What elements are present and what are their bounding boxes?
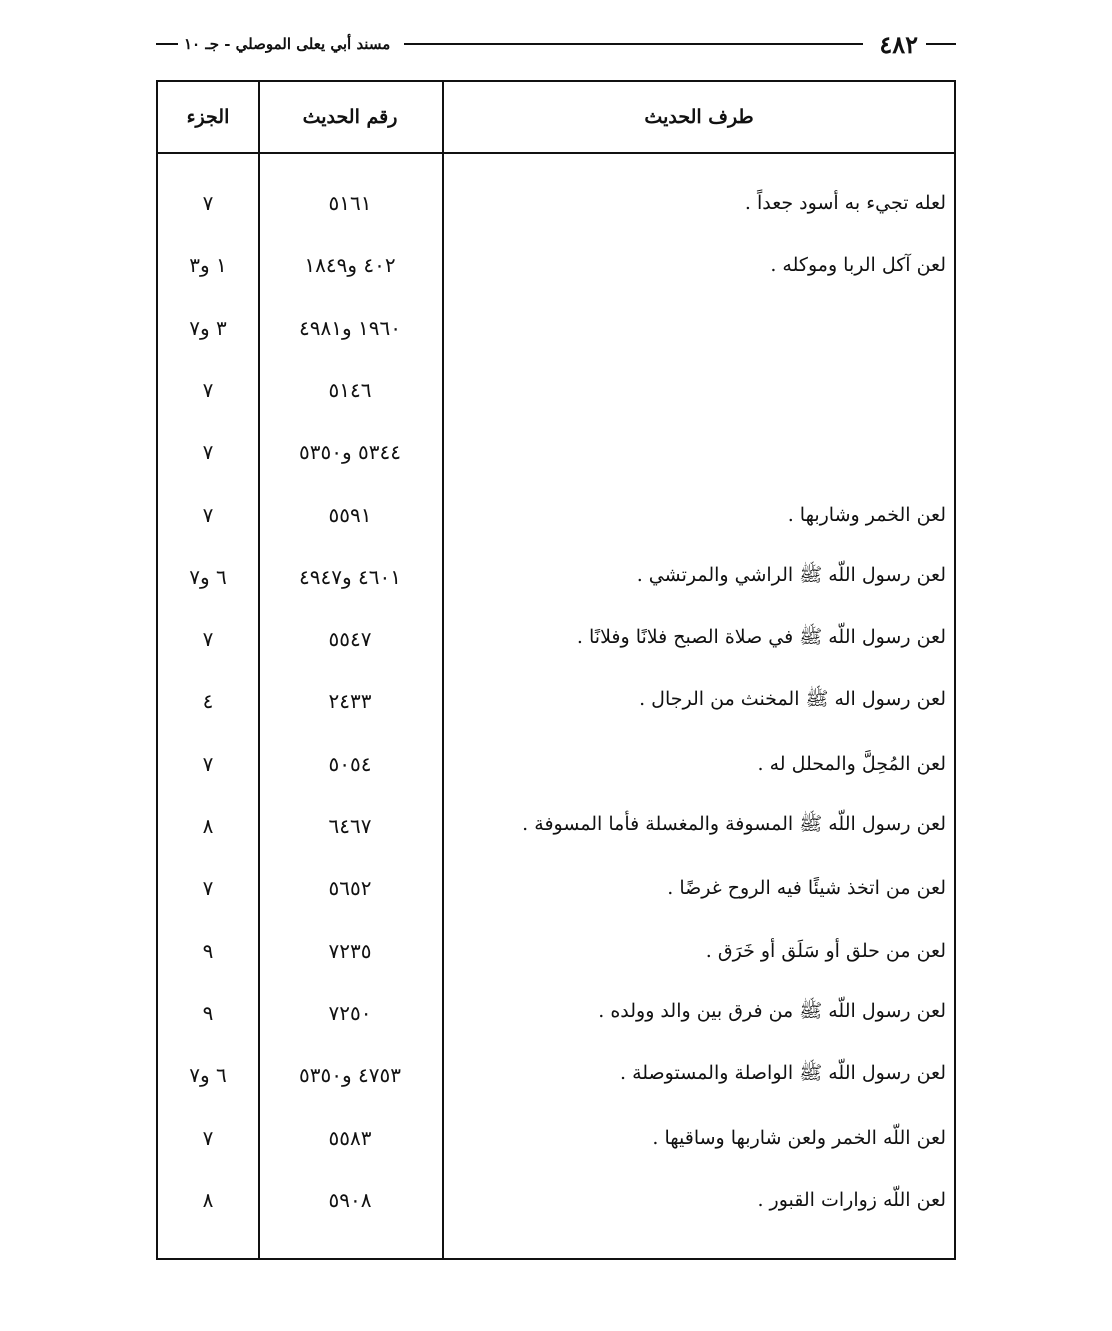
cell-juz: ٩ (202, 1000, 214, 1025)
cell-tarf: لعن من حلق أو سَلَق أو خَرَق . (705, 939, 946, 962)
cell-number: ٤٦٠١ و٤٩٤٧ (299, 564, 401, 589)
table-row (158, 982, 954, 1044)
cell-tarf: لعن من اتخذ شيئًا فيه الروح غرضًا . (667, 877, 946, 900)
cell-juz: ٨ (202, 814, 214, 838)
cell-juz: ٣ و٧ (189, 315, 227, 340)
cell-number: ٥٦٥٢ (328, 876, 372, 901)
table-row (158, 795, 954, 857)
table-row (158, 733, 954, 795)
table-row (158, 421, 954, 483)
cell-number: ٤٠٢ و١٨٤٩ (304, 253, 396, 278)
table-row (158, 1107, 954, 1169)
cell-juz: ٩ (202, 938, 214, 963)
cell-number: ٥٥٨٣ (328, 1125, 372, 1150)
table-row (158, 920, 954, 982)
table-row (158, 359, 954, 421)
cell-tarf: لعن رسول اللّه ﷺ الواصلة والمستوصلة . (619, 1062, 946, 1085)
cell-juz: ٦ و٧ (189, 564, 227, 589)
cell-juz: ٧ (202, 627, 214, 652)
table-row (158, 546, 954, 608)
running-header (156, 26, 956, 62)
cell-juz: ٨ (202, 1187, 214, 1212)
table-row (158, 1169, 954, 1231)
page-number: ٤٨٢ (879, 29, 918, 59)
cell-number: ٦٤٦٧ (328, 814, 372, 838)
table-row (158, 670, 954, 732)
cell-number: ٥٠٥٤ (328, 751, 372, 776)
table-row (158, 1044, 954, 1106)
cell-tarf (442, 297, 946, 359)
cell-tarf: لعن رسول اللّه ﷺ المسوفة والمغسلة فأما المسوفة . (522, 813, 946, 835)
header-divider (158, 152, 954, 154)
cell-juz: ٤ (202, 689, 214, 714)
table-row (158, 608, 954, 670)
cell-number: ٥٥٩١ (328, 502, 372, 527)
cell-tarf: لعن رسول اله ﷺ المخنث من الرجال . (639, 688, 946, 711)
cell-juz: ٧ (202, 191, 214, 215)
cell-number: ٥٩٠٨ (328, 1187, 372, 1212)
cell-juz: ٧ (202, 751, 214, 776)
table-row (158, 172, 954, 234)
cell-number: ٥٣٤٤ و٥٣٥٠ (299, 440, 401, 465)
cell-juz: ١ و٣ (189, 253, 227, 278)
cell-tarf: لعله تجيء به أسود جعداً . (744, 192, 946, 214)
cell-juz: ٦ و٧ (189, 1063, 227, 1088)
cell-tarf: لعن اللّه زوارات القبور . (757, 1188, 946, 1211)
cell-number: ٧٢٥٠ (328, 1000, 372, 1025)
cell-juz: ٧ (202, 876, 214, 901)
cell-tarf: لعن الخمر وشاربها . (787, 503, 946, 526)
cell-juz: ٧ (202, 377, 214, 402)
cell-tarf: لعن آكل الربا وموكله . (770, 254, 946, 277)
table-row (158, 234, 954, 296)
header-rule (404, 43, 863, 45)
column-header-juz: الجزء (186, 106, 230, 128)
hadith-index-table (156, 80, 956, 1260)
cell-number: ٢٤٣٣ (328, 689, 372, 714)
column-header-tarf: طرف الحديث (644, 106, 754, 128)
cell-tarf: لعن المُحِلَّ والمحلل له . (757, 752, 946, 775)
cell-tarf: لعن رسول اللّه ﷺ في صلاة الصبح فلانًا وفلانًا . (576, 626, 946, 649)
cell-number: ٥١٦١ (328, 191, 372, 215)
table-row (158, 484, 954, 546)
column-header-number: رقم الحديث (302, 106, 398, 128)
cell-number: ٥١٤٦ (328, 377, 372, 402)
table-row (158, 297, 954, 359)
cell-tarf: لعن رسول اللّه ﷺ الراشي والمرتشي . (636, 563, 946, 586)
cell-number: ٤٧٥٣ و٥٣٥٠ (299, 1063, 401, 1088)
cell-tarf: لعن اللّه الخمر ولعن شاربها وساقيها . (652, 1126, 946, 1149)
cell-tarf (442, 359, 946, 421)
table-row (158, 857, 954, 919)
cell-juz: ٧ (202, 502, 214, 527)
book-title: مسند أبي يعلى الموصلي - جـ ١٠ (184, 35, 391, 53)
cell-juz: ٧ (202, 440, 214, 465)
cell-number: ١٩٦٠ و٤٩٨١ (299, 315, 401, 340)
cell-tarf: لعن رسول اللّه ﷺ من فرق بين والد وولده . (598, 999, 946, 1022)
cell-tarf (442, 421, 946, 483)
header-dash-end (156, 43, 178, 45)
cell-number: ٧٢٣٥ (328, 938, 372, 963)
cell-number: ٥٥٤٧ (328, 627, 372, 652)
cell-juz: ٧ (202, 1125, 214, 1150)
header-dash (926, 43, 956, 45)
